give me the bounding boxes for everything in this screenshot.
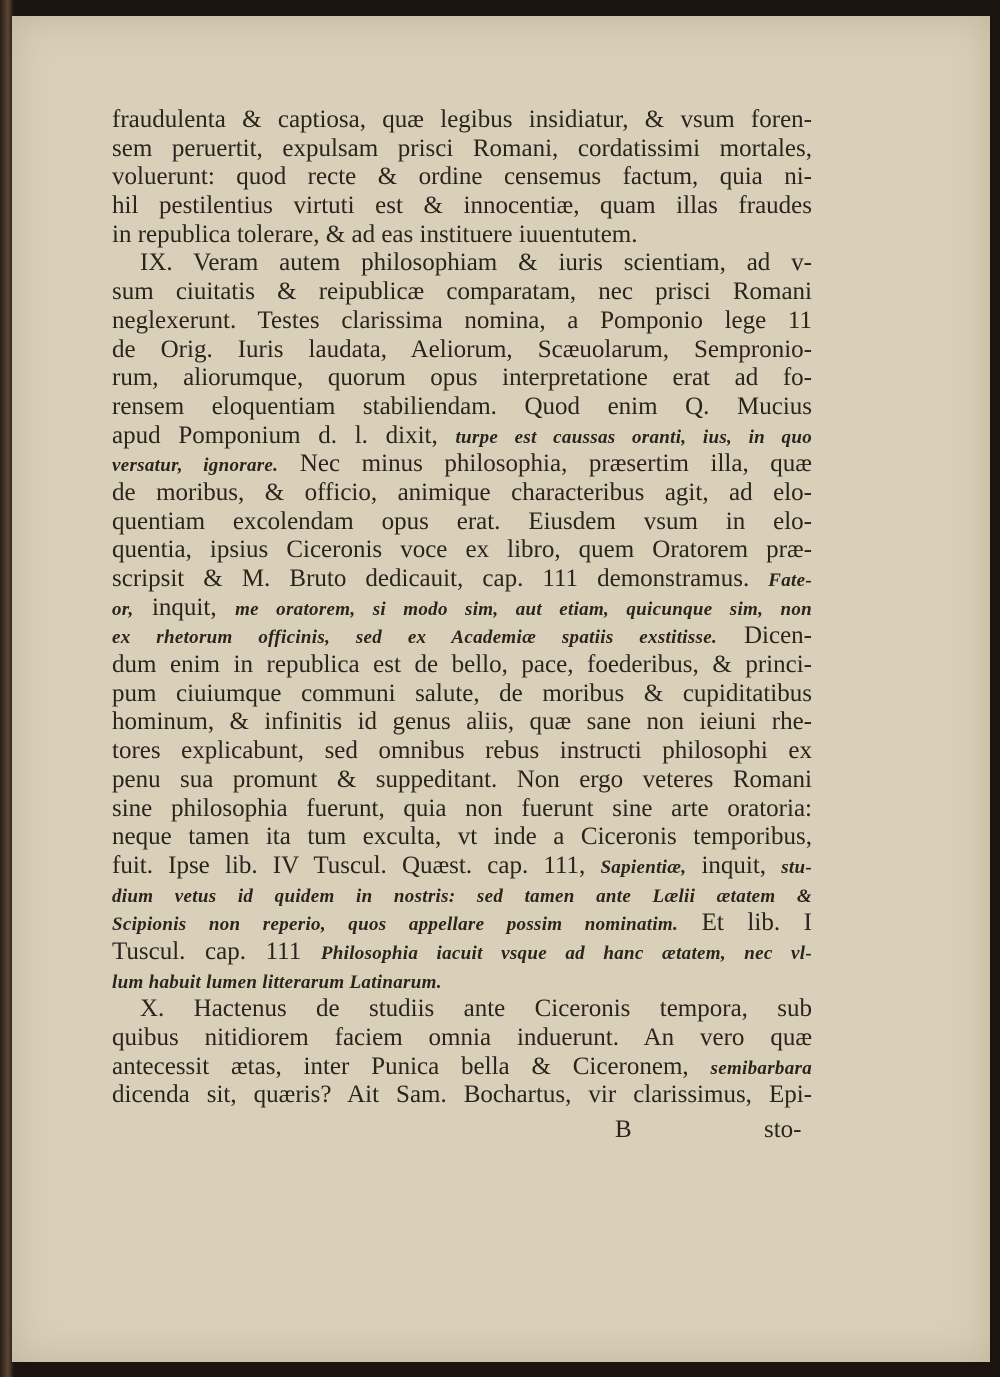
text-line: [112, 508, 812, 537]
italic-quote: Sapientiæ,: [600, 856, 687, 878]
text-run: sum ciuitatis & reipublicæ comparatam, nec prisci Romani: [112, 278, 812, 306]
text-run: neque tamen ita tum exculta, vt inde a Ciceronis temporibus,: [112, 823, 812, 851]
italic-quote: versatur, ignorare.: [112, 455, 279, 477]
signature-mark: B: [615, 1116, 632, 1143]
text-run: Nec minus philosophia, præsertim illa, quæ: [278, 450, 812, 478]
text-run: inquit,: [686, 851, 782, 879]
italic-quote: or,: [112, 598, 134, 620]
text-line: [112, 680, 812, 709]
text-run: fraudulenta & captiosa, quæ legibus insidiatur, & vsum foren-: [112, 106, 812, 133]
text-line: [112, 249, 812, 278]
text-run: rensem eloquentiam stabiliendam. Quod enim Q. Mucius: [112, 392, 812, 420]
text-run: pum ciuiumque communi salute, de moribus & cupiditatibus: [112, 679, 812, 707]
text-line: [112, 881, 812, 910]
text-run: rum, aliorumque, quorum opus interpretatione erat ad fo-: [112, 364, 812, 392]
text-line: [112, 336, 812, 365]
italic-quote: stu-: [781, 856, 813, 878]
text-line: [112, 450, 812, 479]
text-line: [112, 708, 812, 737]
text-line: [112, 364, 812, 393]
text-line: [112, 1024, 812, 1053]
text-run: sem peruertit, expulsam prisci Romani, cordatissimi mortales,: [112, 134, 812, 162]
text-line: [112, 967, 812, 996]
text-line: [112, 795, 812, 824]
italic-quote: lum habuit lumen litterarum Latinarum.: [112, 971, 442, 993]
text-line: [112, 1081, 812, 1110]
text-line: [112, 106, 812, 135]
text-run: in republica tolerare, & ad eas instituere iuuentutem.: [112, 220, 638, 248]
italic-quote: me oratorem, si modo sim, aut etiam, quicunque sim, non: [235, 598, 812, 620]
text-run: dum enim in republica est de bello, pace, foederibus, & princi-: [112, 651, 812, 679]
text-line: [112, 307, 812, 336]
italic-quote: dium vetus id quidem in nostris: sed tamen ante Lælii ætatem &: [112, 885, 812, 907]
text-line: [112, 651, 812, 680]
text-run: apud Pomponium d. l. dixit,: [112, 421, 456, 449]
text-run: Et lib. I: [678, 909, 812, 937]
text-run: scripsit & M. Bruto dedicauit, cap. 111 demonstramus.: [112, 565, 769, 592]
text-run: quentia, ipsius Ciceronis voce ex libro, quem Oratorem præ-: [112, 536, 812, 564]
text-line: [112, 594, 812, 623]
text-run: Tuscul. cap. 111: [112, 937, 321, 965]
text-run: quibus nitidiorem faciem omnia induerunt. An vero quæ: [112, 1024, 812, 1051]
body-text: [112, 106, 812, 1110]
text-line: [112, 995, 812, 1024]
text-run: IX. Veram autem philosophiam & iuris scientiam, ad v-: [140, 249, 812, 277]
text-line: [112, 852, 812, 881]
text-run: hil pestilentius virtuti est & innocentiæ, quam illas fraudes: [112, 192, 812, 220]
text-run: Dicen-: [717, 622, 812, 650]
text-run: penu sua promunt & suppeditant. Non ergo veteres Romani: [112, 765, 812, 793]
text-run: neglexerunt. Testes clarissima nomina, a Pomponio lege 11: [112, 306, 812, 334]
text-line: [112, 766, 812, 795]
text-line: [112, 192, 812, 221]
text-run: antecessit ætas, inter Punica bella & Ciceronem,: [112, 1052, 711, 1080]
text-run: fuit. Ipse lib. IV Tuscul. Quæst. cap. 111,: [112, 851, 601, 879]
text-run: voluerunt: quod recte & ordine censemus factum, quia ni-: [112, 163, 812, 191]
text-line: [112, 221, 812, 250]
text-line: [112, 565, 812, 594]
text-run: quentiam excolendam opus erat. Eiusdem vsum in elo-: [112, 507, 812, 535]
text-run: dicenda sit, quæris? Ait Sam. Bochartus, vir clarissimus, Epi-: [112, 1081, 812, 1109]
italic-quote: Philosophia iacuit vsque ad hanc ætatem, nec vl-: [320, 942, 812, 964]
text-line: [112, 278, 812, 307]
text-run: sine philosophia fuerunt, quia non fuerunt sine arte oratoria:: [112, 794, 812, 822]
italic-quote: ex rhetorum officinis, sed ex Academiæ spatiis exstitisse.: [112, 627, 718, 649]
text-run: de Orig. Iuris laudata, Aeliorum, Scæuolarum, Sempronio-: [112, 335, 812, 363]
text-line: [112, 163, 812, 192]
text-line: [112, 909, 812, 938]
catchword: sto-: [764, 1116, 802, 1143]
text-line: [112, 135, 812, 164]
italic-quote: turpe est caussas oranti, ius, in quo: [455, 426, 813, 448]
italic-quote: Scipionis non reperio, quos appellare possim nominatim.: [112, 914, 679, 936]
italic-quote: semibarbara: [710, 1057, 812, 1079]
text-run: inquit,: [133, 593, 236, 621]
text-line: [112, 422, 812, 451]
italic-quote: Fate-: [768, 570, 812, 591]
text-line: [112, 393, 812, 422]
text-run: de moribus, & officio, animique characteribus agit, ad elo-: [112, 478, 812, 506]
text-line: [112, 536, 812, 565]
text-line: [112, 737, 812, 766]
text-line: [112, 622, 812, 651]
book-page: [12, 16, 990, 1362]
text-run: tores explicabunt, sed omnibus rebus instructi philosophi ex: [112, 737, 812, 765]
text-run: X. Hactenus de studiis ante Ciceronis tempora, sub: [140, 995, 812, 1023]
text-line: [112, 938, 812, 967]
text-run: hominum, & infinitis id genus aliis, quæ sane non ieiuni rhe-: [112, 708, 812, 736]
text-line: [112, 823, 812, 852]
text-line: [112, 1053, 812, 1082]
text-line: [112, 479, 812, 508]
